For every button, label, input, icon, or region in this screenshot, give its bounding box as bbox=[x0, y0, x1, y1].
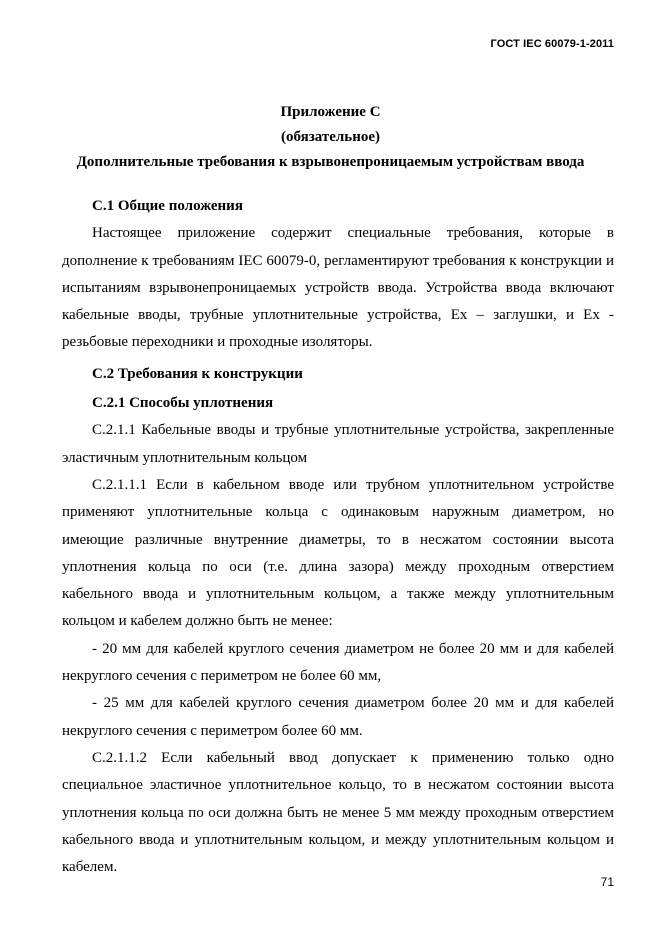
section-c21-heading: С.2.1 Способы уплотнения bbox=[92, 395, 274, 412]
document-body bbox=[62, 193, 614, 881]
list-item-25mm: - 25 мм для кабелей круглого сечения диаметром более 20 мм и для кабелей некруглого сечения с периметром более 60 мм. bbox=[62, 695, 614, 739]
section-c2111-text: С.2.1.1.1 Если в кабельном вводе или трубном уплотнительном устройстве применяют уплотнительные кольца с одинаковым наружным диаметром, но имеющие различные внутренние диаметры, то в несжатом состоянии высота уплотнения кольца по оси (т.е. длина зазора) между проходным отверстием кабельного ввода и уплотнительным кольцом, а также между уплотнительным кольцом и кабелем должно быть не менее: bbox=[62, 476, 614, 630]
section-c1-heading: С.1 Общие положения bbox=[92, 198, 243, 214]
section-c2-heading: С.2 Требования к конструкции bbox=[92, 365, 303, 382]
appendix-status: (обязательное) bbox=[280, 129, 381, 145]
appendix-heading: Дополнительные требования к взрывонепроницаемым устройствам ввода bbox=[76, 154, 585, 170]
section-c1-text: Настоящее приложение содержит специальные требования, которые в дополнение к требованиям IEC 60079-0, регламентируют требования к конструкции и испытаниям взрывонепроницаемых устройств ввода. Устройства ввода включают кабельные вводы, трубные уплотнительные устройства, Ех – заглушки, и Ех - резьбовые переходники и проходные изоляторы. bbox=[62, 225, 614, 351]
section-c2112-text: С.2.1.1.2 Если кабельный ввод допускает к применению только одно специальное эластичное уплотнительное кольцо, то в несжатом состоянии высота уплотнения кольца по оси должна быть не менее 5 мм между проходным отверстием кабельного ввода и уплотнительным кольцом, и между уплотнительным кольцом и кабелем. bbox=[62, 749, 614, 876]
list-item-20mm: - 20 мм для кабелей круглого сечения диаметром не более 20 мм и для кабелей некруглого сечения с периметром не более 60 мм, bbox=[62, 640, 614, 685]
section-c211-text: С.2.1.1 Кабельные вводы и трубные уплотнительные устройства, закрепленные эластичным уплотнительным кольцом bbox=[62, 422, 614, 466]
document-code: ГОСТ IEC 60079-1-2011 bbox=[490, 38, 614, 50]
page-number: 71 bbox=[600, 875, 614, 889]
appendix-title: Приложение С bbox=[280, 104, 381, 120]
